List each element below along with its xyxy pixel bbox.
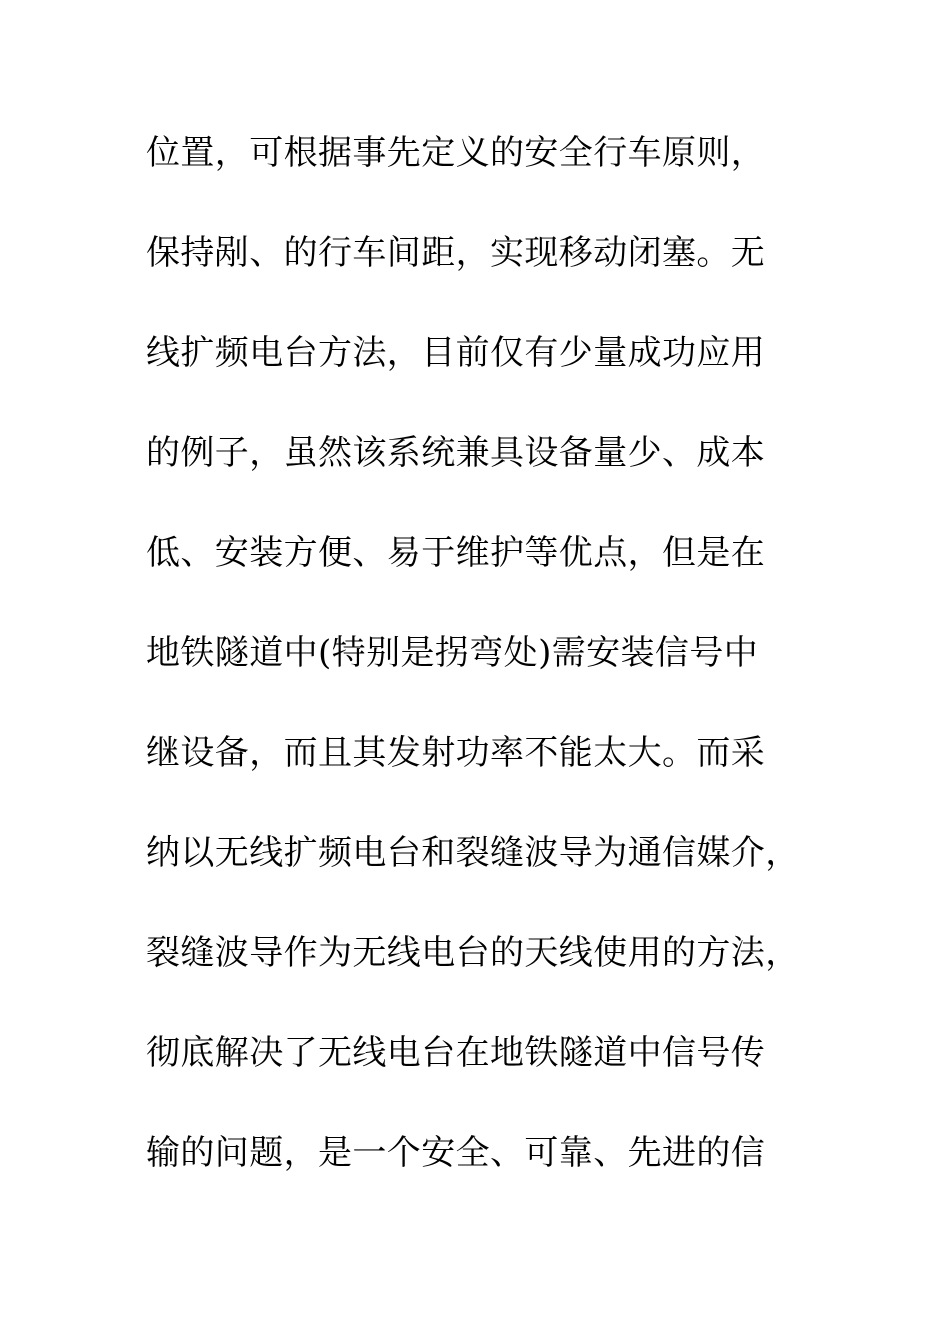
text-line: 位置，可根据事先定义的安全行车原则， [146,133,766,173]
text-line: 低、安装方便、易于维护等优点，但是在 [146,533,766,573]
body-text [146,127,846,1227]
text-line: 纳以无线扩频电台和裂缝波导为通信媒介， [146,833,800,873]
text-line: 的例子，虽然该系统兼具设备量少、成本 [146,433,766,473]
text-line: 继设备，而且其发射功率不能太大。而采 [146,733,766,773]
text-line: 线扩频电台方法，目前仅有少量成功应用 [146,333,766,373]
text-line: 地铁隧道中(特别是拐弯处)需安装信号中 [146,633,759,673]
text-line: 彻底解决了无线电台在地铁隧道中信号传 [146,1033,766,1073]
text-line: 输的问题，是一个安全、可靠、先进的信 [146,1133,766,1173]
text-line: 裂缝波导作为无线电台的天线使用的方法， [146,933,800,973]
text-line: 保持剐、的行车间距，实现移动闭塞。无 [146,233,766,273]
